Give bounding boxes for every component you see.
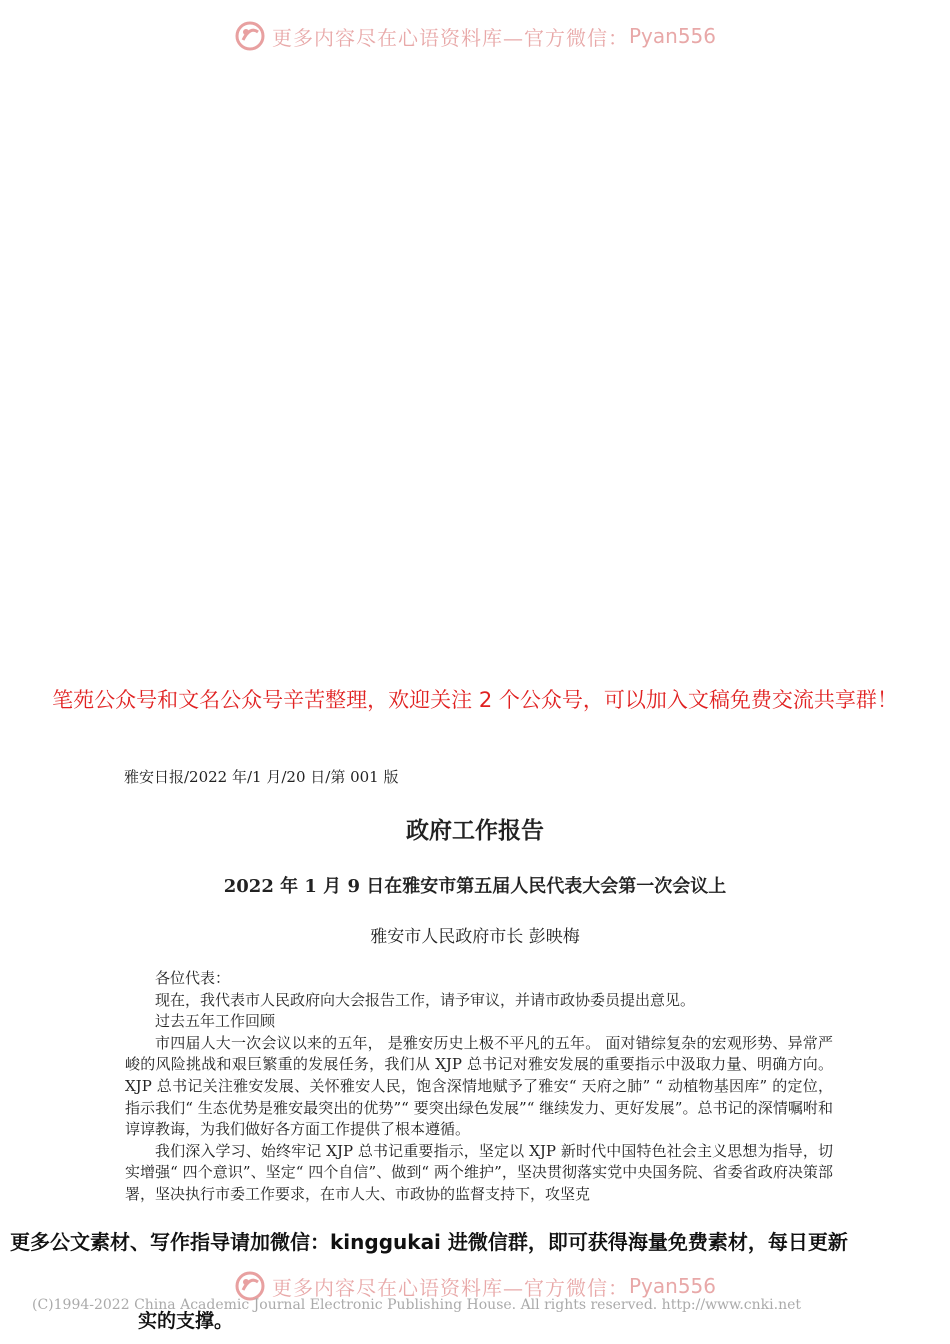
watermark-logo-icon bbox=[234, 20, 266, 52]
watermark-id: Pyan556 bbox=[628, 1274, 716, 1298]
page-subtitle: 2022 年 1 月 9 日在雅安市第五届人民代表大会第一次会议上 bbox=[223, 876, 727, 897]
promo-banner-black: 更多公文素材、写作指导请加微信：kinggukai 进微信群，即可获得海量免费素材，每日更新 bbox=[10, 1230, 848, 1254]
paragraph: 现在，我代表市人民政府向大会报告工作，请予审议，并请市政协委员提出意见。 bbox=[155, 990, 696, 1009]
promo-banner-red: 笔苑公众号和文名公众号辛苦整理，欢迎关注 2 个公众号，可以加入文稿免费交流共享群！ bbox=[52, 688, 898, 712]
cutoff-text: 实的支撑。 bbox=[138, 1310, 234, 1332]
author-line: 雅安市人民政府市长 彭映梅 bbox=[370, 927, 580, 947]
article-body bbox=[125, 968, 833, 1206]
dateline: 雅安日报/2022 年/1 月/20 日/第 001 版 bbox=[124, 768, 399, 786]
watermark-text: 更多内容尽在心语资料库—官方微信： bbox=[271, 1275, 629, 1300]
paragraph: 过去五年工作回顾 bbox=[155, 1012, 276, 1031]
paragraph: 我们深入学习、始终牢记 XJP 总书记重要指示，坚定以 XJP 新时代中国特色社会主义思想为指导，切实增强“ 四个意识”、坚定“ 四个自信”、做到“ 两个维护”，坚决贯彻落实党中央国务院、省委省政府决策部署，坚决执行市委工作要求，在市人大、市政协的监督支持下，攻坚克 bbox=[125, 1141, 833, 1203]
watermark-id: Pyan556 bbox=[628, 24, 716, 48]
copyright-footer: (C)1994-2022 China Academic Journal Electronic Publishing House. All rights reserved. http://www.cnki.net bbox=[32, 1297, 802, 1313]
paragraph: 各位代表： bbox=[155, 969, 231, 987]
watermark-text: 更多内容尽在心语资料库—官方微信： bbox=[271, 25, 629, 50]
paragraph: 市四届人大一次会议以来的五年， 是雅安历史上极不平凡的五年。 面对错综复杂的宏观形势、异常严峻的风险挑战和艰巨繁重的发展任务，我们从 XJP 总书记对雅安发展的重要指示中汲取力量、明确方向。XJP 总书记关注雅安发展、关怀雅安人民，饱含深情地赋予了雅安“ 天府之肺” “ 动植物基因库” 的定位，指示我们“ 生态优势是雅安最突出的优势”“ 要突出绿色发展”“ 继续发力、更好发展”。总书记的深情嘱咐和谆谆教诲，为我们做好各方面工作提供了根本遵循。 bbox=[125, 1033, 833, 1139]
watermark-top bbox=[0, 16, 950, 56]
page-title: 政府工作报告 bbox=[406, 818, 544, 844]
